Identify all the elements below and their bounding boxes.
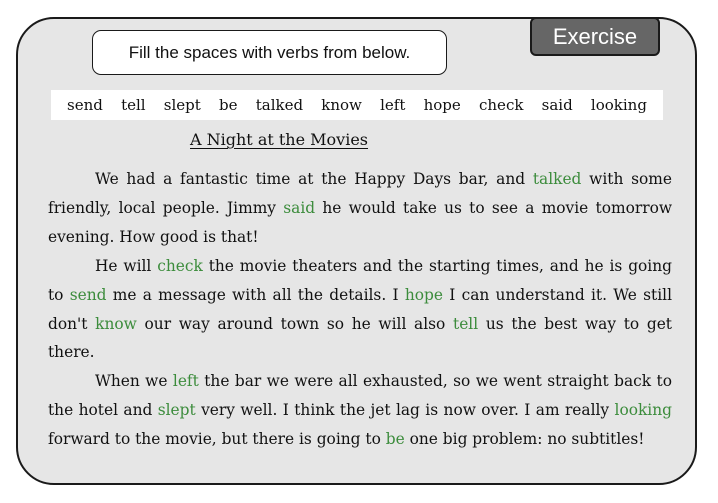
story-paragraph bbox=[48, 252, 672, 368]
word-bank bbox=[51, 90, 663, 120]
word-bank-item: looking bbox=[590, 96, 647, 114]
word-bank-item: tell bbox=[121, 96, 146, 114]
word-bank-item: hope bbox=[423, 96, 461, 114]
story-title: A Night at the Movies bbox=[190, 130, 369, 149]
word-bank-item: left bbox=[380, 96, 406, 114]
word-bank-item: said bbox=[541, 96, 573, 114]
story-segment: the bar we were all exhausted, so we went straight back to the hotel and bbox=[48, 372, 672, 420]
answer-word: check bbox=[157, 256, 203, 275]
instruction-box: Fill the spaces with verbs from below. bbox=[92, 30, 447, 75]
answer-word: tell bbox=[453, 314, 479, 333]
story-segment: with some friendly, local people. Jimmy bbox=[48, 170, 672, 217]
word-bank-item: talked bbox=[255, 96, 304, 114]
story-segment: When we bbox=[95, 372, 173, 391]
answer-word: be bbox=[385, 430, 405, 449]
word-bank-item: slept bbox=[163, 96, 201, 114]
story-segment: us the best way to get there. bbox=[48, 314, 672, 362]
answer-word: looking bbox=[614, 401, 672, 420]
answer-word: hope bbox=[404, 285, 443, 304]
answer-word: send bbox=[69, 285, 107, 304]
story-text bbox=[48, 165, 672, 454]
answer-word: left bbox=[172, 372, 199, 391]
story-segment: me a message with all the details. I bbox=[106, 285, 405, 304]
story-segment: very well. I think the jet lag is now over. I am really bbox=[195, 401, 615, 420]
story-segment: He will bbox=[95, 256, 158, 275]
story-paragraph bbox=[48, 165, 672, 252]
answer-word: said bbox=[283, 198, 316, 217]
story-paragraph bbox=[48, 367, 672, 454]
story-segment: the movie theaters and the starting times, and he is going to bbox=[48, 256, 672, 304]
story-segment: he would take us to see a movie tomorrow evening. How good is that! bbox=[48, 198, 673, 246]
story-segment: forward to the movie, but there is going to bbox=[48, 430, 386, 449]
story-segment: our way around town so he will also bbox=[136, 314, 454, 333]
story-segment: I can understand it. We still don't bbox=[48, 285, 673, 333]
word-bank-item: be bbox=[219, 96, 238, 114]
story-segment: We had a fantastic time at the Happy Days bar, and bbox=[95, 170, 533, 188]
word-bank-item: know bbox=[321, 96, 362, 114]
answer-word: know bbox=[95, 314, 137, 333]
story-segment: one big problem: no subtitles! bbox=[404, 430, 645, 449]
word-bank-item: send bbox=[67, 96, 103, 114]
exercise-badge: Exercise bbox=[530, 17, 660, 56]
word-bank-item: check bbox=[479, 96, 524, 114]
answer-word: talked bbox=[532, 170, 582, 188]
answer-word: slept bbox=[157, 401, 196, 420]
